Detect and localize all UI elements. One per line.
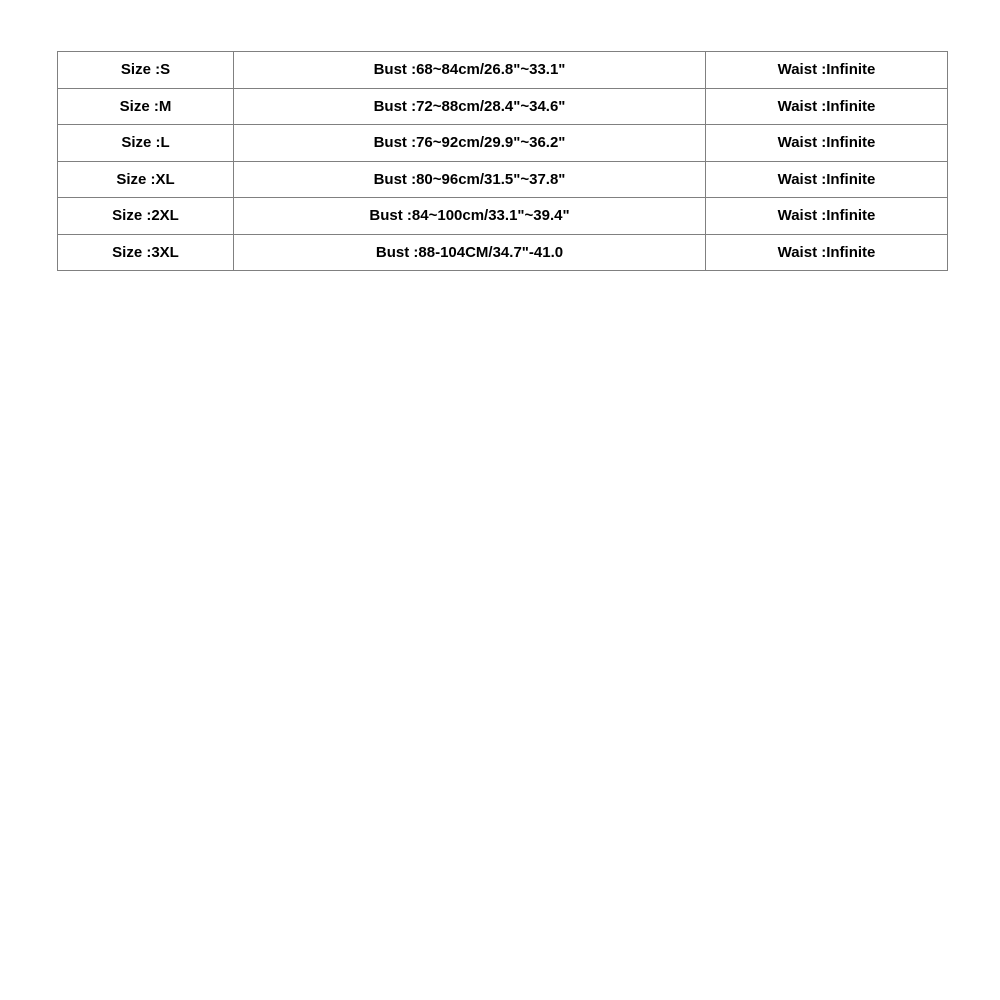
table-row — [58, 161, 948, 198]
bust-cell: Bust :68~84cm/26.8"~33.1" — [234, 52, 706, 89]
table-row — [58, 234, 948, 271]
bust-cell: Bust :80~96cm/31.5"~37.8" — [234, 161, 706, 198]
waist-cell: Waist :Infinite — [706, 52, 948, 89]
table-row — [58, 88, 948, 125]
bust-cell: Bust :88-104CM/34.7"-41.0 — [234, 234, 706, 271]
size-cell: Size :XL — [58, 161, 234, 198]
table-row — [58, 125, 948, 162]
size-cell: Size :S — [58, 52, 234, 89]
size-cell: Size :2XL — [58, 198, 234, 235]
table-row — [58, 52, 948, 89]
size-cell: Size :M — [58, 88, 234, 125]
size-cell: Size :3XL — [58, 234, 234, 271]
waist-cell: Waist :Infinite — [706, 88, 948, 125]
bust-cell: Bust :72~88cm/28.4"~34.6" — [234, 88, 706, 125]
size-cell: Size :L — [58, 125, 234, 162]
waist-cell: Waist :Infinite — [706, 234, 948, 271]
size-chart-table — [57, 51, 948, 271]
table-row — [58, 198, 948, 235]
bust-cell: Bust :76~92cm/29.9"~36.2" — [234, 125, 706, 162]
waist-cell: Waist :Infinite — [706, 198, 948, 235]
waist-cell: Waist :Infinite — [706, 125, 948, 162]
waist-cell: Waist :Infinite — [706, 161, 948, 198]
bust-cell: Bust :84~100cm/33.1"~39.4" — [234, 198, 706, 235]
